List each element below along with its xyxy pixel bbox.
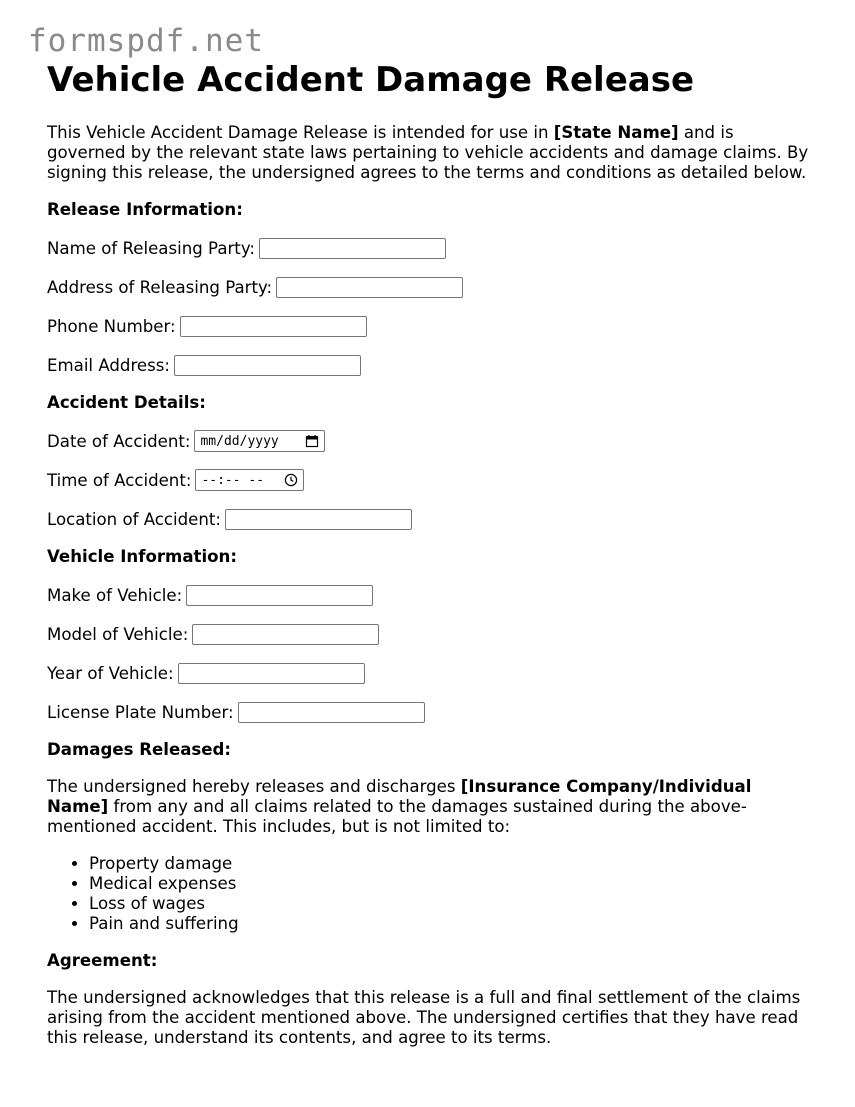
calendar-icon[interactable] [305, 434, 319, 448]
watermark: formspdf.net [28, 23, 264, 59]
list-item: • Property damage [89, 854, 817, 874]
list-item: • Medical expenses [89, 874, 817, 894]
email-address-label: Email Address: [47, 355, 170, 375]
accident-date-row [47, 430, 817, 452]
vehicle-model-label: Model of Vehicle: [47, 624, 189, 644]
damages-text-after: from any and all claims related to the damages sustained during the above-mentioned accident. This includes, but is not limited to: [47, 797, 747, 836]
accident-time-row [47, 469, 817, 491]
clock-icon[interactable] [284, 473, 298, 487]
phone-number-row [47, 315, 817, 337]
phone-number-label: Phone Number: [47, 316, 176, 336]
accident-date-input[interactable] [194, 430, 325, 452]
vehicle-make-row [47, 584, 817, 606]
email-address-input[interactable] [174, 355, 361, 376]
vehicle-year-row [47, 662, 817, 684]
phone-number-input[interactable] [180, 316, 367, 337]
releasing-party-address-input[interactable] [276, 277, 463, 298]
accident-details-heading: Accident Details: [47, 393, 206, 412]
page-title: Vehicle Accident Damage Release [47, 60, 695, 100]
agreement-heading: Agreement: [47, 951, 158, 970]
date-placeholder: mm/dd/yyyy [200, 433, 279, 449]
damages-list [47, 854, 817, 934]
license-plate-label: License Plate Number: [47, 702, 234, 722]
releasing-party-name-label: Name of Releasing Party: [47, 238, 256, 258]
accident-location-row [47, 508, 817, 530]
releasing-party-name-input[interactable] [259, 238, 446, 259]
time-placeholder: --:-- -- [201, 472, 265, 488]
list-item: • Pain and suffering [89, 914, 817, 934]
vehicle-model-row [47, 623, 817, 645]
list-item: • Loss of wages [89, 894, 817, 914]
intro-paragraph [47, 123, 817, 183]
releasing-party-address-row [47, 276, 817, 298]
accident-location-input[interactable] [225, 509, 412, 530]
vehicle-model-input[interactable] [192, 624, 379, 645]
intro-text-before: This Vehicle Accident Damage Release is intended for use in [47, 123, 554, 142]
damages-paragraph [47, 777, 817, 837]
license-plate-input[interactable] [238, 702, 425, 723]
vehicle-year-label: Year of Vehicle: [47, 663, 174, 683]
intro-text-after: and is governed by the relevant state laws pertaining to vehicle accidents and damage claims. By signing this release, the undersigned agrees to the terms and conditions as detailed below. [47, 123, 809, 182]
accident-date-label: Date of Accident: [47, 431, 191, 451]
releasing-party-address-label: Address of Releasing Party: [47, 277, 273, 297]
accident-location-label: Location of Accident: [47, 509, 221, 529]
license-plate-row [47, 701, 817, 723]
vehicle-make-input[interactable] [186, 585, 373, 606]
accident-time-label: Time of Accident: [47, 470, 192, 490]
release-information-heading: Release Information: [47, 200, 243, 219]
releasing-party-name-row [47, 237, 817, 259]
vehicle-information-heading: Vehicle Information: [47, 547, 237, 566]
damages-released-heading: Damages Released: [47, 740, 232, 759]
vehicle-year-input[interactable] [178, 663, 365, 684]
document [47, 60, 817, 1048]
email-address-row [47, 354, 817, 376]
released-party-placeholder: [Insurance Company/Individual Name] [47, 777, 752, 816]
agreement-paragraph: The undersigned acknowledges that this release is a full and final settlement of the claims arising from the accident mentioned above. The undersigned certifies that they have read this release, understand its contents, and agree to its terms. [47, 988, 801, 1047]
damages-text-before: The undersigned hereby releases and discharges [47, 777, 461, 796]
vehicle-make-label: Make of Vehicle: [47, 585, 183, 605]
state-name-placeholder: [State Name] [553, 123, 679, 142]
accident-time-input[interactable] [195, 469, 304, 491]
